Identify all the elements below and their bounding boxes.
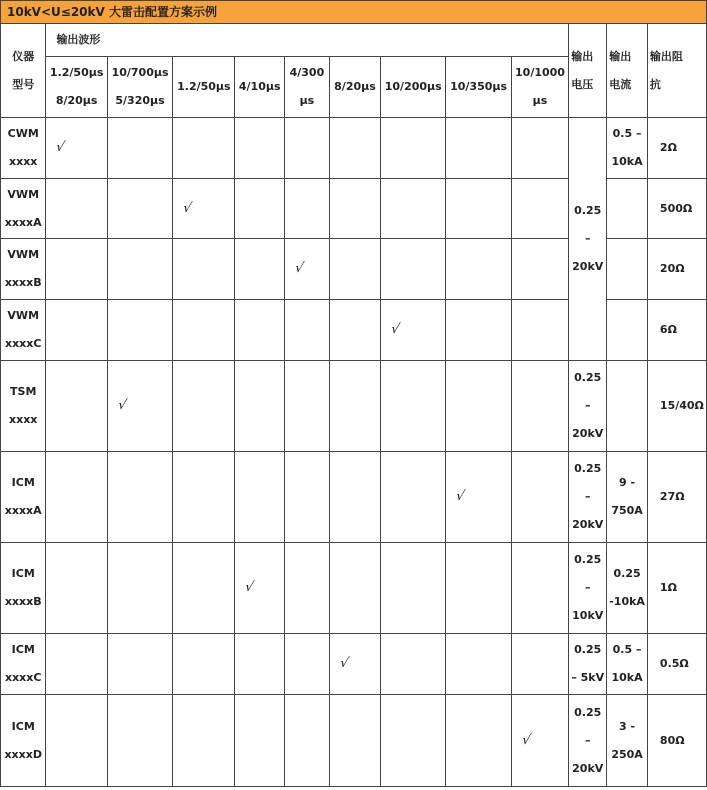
impedance-cell: 6Ω: [647, 300, 706, 361]
model-text: xxxxC: [4, 671, 42, 684]
header-waveform-7: [446, 57, 511, 118]
check-mark: √: [116, 398, 128, 413]
waveform-cell: [284, 179, 329, 239]
model-cell: [1, 634, 46, 695]
waveform-cell: [173, 543, 235, 634]
waveform-cell: [107, 634, 172, 695]
waveform-line1: 1.2/50µs: [177, 80, 231, 93]
waveform-cell: [511, 634, 569, 695]
current-text: 9 -: [619, 476, 636, 489]
model-text: VWM: [7, 309, 40, 322]
waveform-cell: [381, 179, 446, 239]
waveform-cell: [107, 118, 172, 179]
waveform-cell: [329, 695, 380, 787]
header-voltage-line2: 电压: [571, 77, 594, 91]
waveform-cell: [511, 300, 569, 361]
waveform-cell: [46, 543, 107, 634]
waveform-cell: [329, 179, 380, 239]
waveform-cell: [107, 179, 172, 239]
table-row: [1, 695, 707, 787]
waveform-cell: [446, 361, 511, 452]
table-row: [1, 634, 707, 695]
table-row: [1, 361, 707, 452]
current-cell: [607, 634, 648, 695]
model-text: VWM: [7, 187, 40, 201]
waveform-cell: [284, 634, 329, 695]
waveform-cell: [381, 239, 446, 300]
header-waveform-3: [235, 57, 284, 118]
header-model-line1: 仪器: [12, 49, 35, 63]
waveform-cell: [46, 452, 107, 543]
model-text: xxxxA: [4, 504, 42, 517]
impedance-cell: 0.5Ω: [647, 634, 706, 695]
header-waveform-6: [381, 57, 446, 118]
waveform-cell: [446, 239, 511, 300]
waveform-cell: [329, 543, 380, 634]
waveform-cell: [381, 634, 446, 695]
waveform-line1: 1.2/50µs: [49, 66, 104, 79]
check-mark: √: [338, 656, 350, 671]
current-text: 0.25: [613, 567, 641, 580]
header-waveform-5: [329, 57, 380, 118]
model-text: CWM: [7, 127, 39, 140]
waveform-cell: [235, 452, 284, 543]
waveform-cell: [329, 361, 380, 452]
voltage-text: 20kV: [572, 761, 604, 775]
current-cell: [607, 695, 648, 787]
model-cell: [1, 179, 46, 239]
model-text: xxxxD: [4, 747, 42, 761]
waveform-line1: 10/350µs: [450, 80, 508, 93]
waveform-line1: 10/200µs: [384, 80, 442, 93]
waveform-cell: [511, 118, 569, 179]
impedance-cell: 27Ω: [647, 452, 706, 543]
model-text: ICM: [11, 643, 35, 656]
waveform-cell: [511, 543, 569, 634]
current-cell: [607, 118, 648, 179]
waveform-line1: 8/20µs: [334, 80, 376, 93]
waveform-line2: µs: [532, 94, 548, 107]
waveform-cell: [446, 695, 511, 787]
waveform-cell: [446, 634, 511, 695]
waveform-cell: [107, 452, 172, 543]
current-text: 0.5 –: [612, 643, 642, 656]
model-text: ICM: [11, 719, 35, 733]
waveform-cell: [284, 452, 329, 543]
waveform-cell: [511, 361, 569, 452]
waveform-cell: [284, 118, 329, 179]
header-impedance-line1: 输出阻: [649, 49, 683, 63]
voltage-cell: [569, 695, 607, 787]
header-impedance: [647, 24, 706, 118]
waveform-cell: [381, 695, 446, 787]
waveform-cell: [46, 239, 107, 300]
waveform-cell: [46, 634, 107, 695]
voltage-text: 0.25: [574, 371, 602, 384]
waveform-cell: [446, 300, 511, 361]
waveform-line1: 10/700µs: [111, 66, 169, 79]
model-cell: [1, 300, 46, 361]
header-current-line1: 输出: [609, 49, 632, 63]
voltage-text: 0.25: [574, 462, 602, 475]
model-text: xxxxC: [4, 337, 42, 350]
current-text: 10kA: [611, 671, 643, 684]
current-cell: [607, 179, 648, 239]
model-text: xxxxB: [4, 595, 42, 608]
waveform-cell: [446, 179, 511, 239]
waveform-cell: [46, 361, 107, 452]
waveform-cell: [329, 300, 380, 361]
model-text: TSM: [10, 385, 37, 398]
check-mark: √: [54, 140, 67, 155]
check-mark: √: [293, 261, 305, 276]
waveform-cell: [446, 543, 511, 634]
voltage-text: –: [584, 232, 591, 245]
voltage-text: 20kV: [572, 260, 604, 273]
table-row: [1, 452, 707, 543]
model-text: xxxx: [9, 413, 38, 426]
header-waveform-group: 输出波形: [46, 24, 569, 57]
waveform-cell: [284, 543, 329, 634]
current-cell: [607, 361, 648, 452]
header-current-line2: 电流: [609, 77, 632, 91]
impedance-cell: 500Ω: [647, 179, 706, 239]
waveform-cell: [173, 634, 235, 695]
waveform-cell: [329, 118, 380, 179]
waveform-cell: [235, 543, 284, 634]
voltage-text: –: [584, 490, 591, 503]
header-model-line2: 型号: [12, 77, 35, 91]
model-cell: [1, 695, 46, 787]
waveform-cell: [381, 300, 446, 361]
waveform-cell: [446, 118, 511, 179]
waveform-cell: [107, 300, 172, 361]
voltage-text: –: [584, 399, 591, 412]
impedance-cell: 15/40Ω: [647, 361, 706, 452]
current-cell: [607, 543, 648, 634]
waveform-cell: [381, 118, 446, 179]
waveform-cell: [329, 634, 380, 695]
check-mark: √: [454, 489, 467, 504]
waveform-cell: [46, 118, 107, 179]
voltage-text: 0.25: [574, 204, 602, 217]
waveform-cell: [284, 695, 329, 787]
header-waveform-4: [284, 57, 329, 118]
current-text: 10kA: [611, 155, 643, 168]
current-text: 3 -: [619, 719, 636, 733]
voltage-text: –: [584, 733, 591, 747]
header-model: [1, 24, 46, 118]
header-impedance-line2: 抗: [649, 77, 661, 91]
current-text: 0.5 –: [612, 127, 642, 140]
header-voltage-line1: 输出: [571, 49, 594, 63]
check-mark: √: [243, 580, 256, 595]
impedance-cell: 1Ω: [647, 543, 706, 634]
waveform-cell: [284, 239, 329, 300]
header-voltage: [569, 24, 607, 118]
waveform-cell: [235, 634, 284, 695]
waveform-line2: 8/20µs: [55, 94, 98, 107]
voltage-cell: [569, 361, 607, 452]
waveform-cell: [235, 179, 284, 239]
model-cell: [1, 543, 46, 634]
header-current: [607, 24, 648, 118]
current-cell: [607, 300, 648, 361]
current-cell: [607, 239, 648, 300]
voltage-cell: [569, 543, 607, 634]
waveform-cell: [329, 452, 380, 543]
current-text: -10kA: [609, 595, 645, 608]
waveform-cell: [173, 695, 235, 787]
waveform-cell: [235, 239, 284, 300]
waveform-cell: [235, 695, 284, 787]
model-cell: [1, 239, 46, 300]
waveform-cell: [511, 179, 569, 239]
voltage-text: 20kV: [572, 518, 604, 531]
table-row: [1, 543, 707, 634]
waveform-cell: [173, 361, 235, 452]
table-row: [1, 118, 707, 179]
model-text: xxxxB: [4, 276, 42, 289]
waveform-cell: [381, 452, 446, 543]
impedance-cell: 2Ω: [647, 118, 706, 179]
waveform-cell: [381, 361, 446, 452]
waveform-cell: [107, 361, 172, 452]
waveform-cell: [46, 179, 107, 239]
waveform-line1: 4/300: [289, 66, 325, 79]
current-text: 250A: [611, 747, 643, 761]
waveform-cell: [173, 300, 235, 361]
voltage-cell: [569, 634, 607, 695]
voltage-text: 0.25: [574, 705, 602, 719]
waveform-cell: [173, 118, 235, 179]
voltage-text: – 5kV: [571, 671, 605, 684]
model-cell: [1, 118, 46, 179]
voltage-text: 10kV: [572, 609, 604, 622]
waveform-line2: µs: [299, 94, 315, 107]
waveform-cell: [46, 695, 107, 787]
waveform-cell: [511, 695, 569, 787]
waveform-cell: [284, 300, 329, 361]
waveform-cell: [511, 239, 569, 300]
impedance-cell: 20Ω: [647, 239, 706, 300]
model-text: xxxxA: [4, 215, 42, 229]
model-text: VWM: [7, 248, 40, 261]
model-cell: [1, 361, 46, 452]
config-table: [0, 23, 707, 787]
voltage-text: 0.25: [574, 643, 602, 656]
waveform-cell: [173, 239, 235, 300]
waveform-line1: 10/1000: [515, 66, 565, 79]
waveform-cell: [235, 118, 284, 179]
waveform-cell: [235, 300, 284, 361]
waveform-cell: [235, 361, 284, 452]
table-title: 10kV<U≤20kV 大雷击配置方案示例: [0, 0, 707, 24]
model-text: xxxx: [9, 155, 38, 168]
impedance-cell: 80Ω: [647, 695, 706, 787]
waveform-cell: [107, 695, 172, 787]
check-mark: √: [181, 200, 194, 216]
waveform-cell: [173, 452, 235, 543]
header-waveform-2: [173, 57, 235, 118]
waveform-cell: [173, 179, 235, 239]
waveform-line2: 5/320µs: [115, 94, 165, 107]
waveform-cell: [511, 452, 569, 543]
header-waveform-8: [511, 57, 569, 118]
waveform-cell: [107, 543, 172, 634]
waveform-cell: [329, 239, 380, 300]
check-mark: √: [389, 322, 402, 337]
check-mark: √: [520, 732, 532, 748]
model-text: ICM: [11, 476, 35, 489]
waveform-cell: [46, 300, 107, 361]
voltage-cell: [569, 452, 607, 543]
voltage-text: 0.25: [574, 553, 602, 566]
model-text: ICM: [11, 567, 35, 580]
voltage-text: –: [584, 581, 591, 594]
voltage-text: 20kV: [572, 427, 604, 440]
header-waveform-0: [46, 57, 107, 118]
waveform-cell: [284, 361, 329, 452]
current-text: 750A: [611, 504, 643, 517]
waveform-cell: [107, 239, 172, 300]
waveform-cell: [381, 543, 446, 634]
header-waveform-1: [107, 57, 172, 118]
waveform-line1: 4/10µs: [238, 80, 281, 93]
voltage-cell: [569, 118, 607, 361]
current-cell: [607, 452, 648, 543]
model-cell: [1, 452, 46, 543]
waveform-cell: [446, 452, 511, 543]
